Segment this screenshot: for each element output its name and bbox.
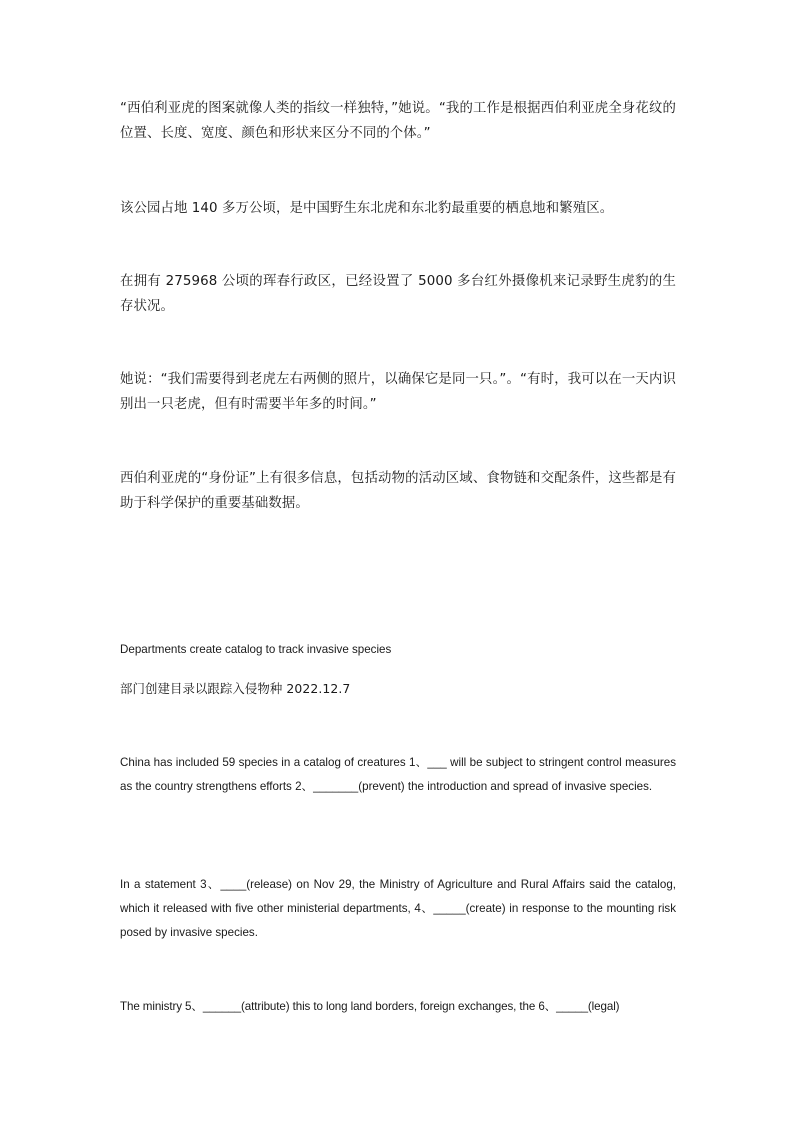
- paragraph-id-card: 西伯利亚虎的“身份证”上有很多信息，包括动物的活动区域、食物链和交配条件，这些都是有助于科学保护的重要基础数据。: [120, 471, 676, 511]
- paragraph-photos: 她说：“我们需要得到老虎左右两侧的照片，以确保它是同一只。”。“有时，我可以在一天内识别出一只老虎，但有时需要半年多的时间。”: [120, 372, 676, 412]
- article-paragraph-1: China has included 59 species in a catalog of creatures 1、___ will be subject to stringent control measures as the country strengthens efforts 2、_______(prevent) the introduction and spread of invasive species.: [120, 756, 676, 793]
- article-title-zh: 部门创建目录以跟踪入侵物种 2022.12.7: [120, 681, 351, 696]
- article-title-en: Departments create catalog to track invasive species: [120, 643, 392, 656]
- paragraph-park-area: 该公园占地 140 多万公顷，是中国野生东北虎和东北豹最重要的栖息地和繁殖区。: [120, 201, 614, 216]
- article-paragraph-3: The ministry 5、______(attribute) this to long land borders, foreign exchanges, the 6、_____(legal): [120, 1000, 620, 1013]
- paragraph-cameras: 在拥有 275968 公顷的珲春行政区，已经设置了 5000 多台红外摄像机来记录野生虎豹的生存状况。: [120, 274, 676, 314]
- paragraph-tiger-pattern: “西伯利亚虎的图案就像人类的指纹一样独特，”她说。“我的工作是根据西伯利亚虎全身花纹的位置、长度、宽度、颜色和形状来区分不同的个体。”: [120, 101, 676, 141]
- article-paragraph-2: In a statement 3、____(release) on Nov 29, the Ministry of Agriculture and Rural Affairs said the catalog, which it released with five other ministerial departments, 4、_____(create) in response to the mounting risk posed by invasive species.: [120, 878, 676, 939]
